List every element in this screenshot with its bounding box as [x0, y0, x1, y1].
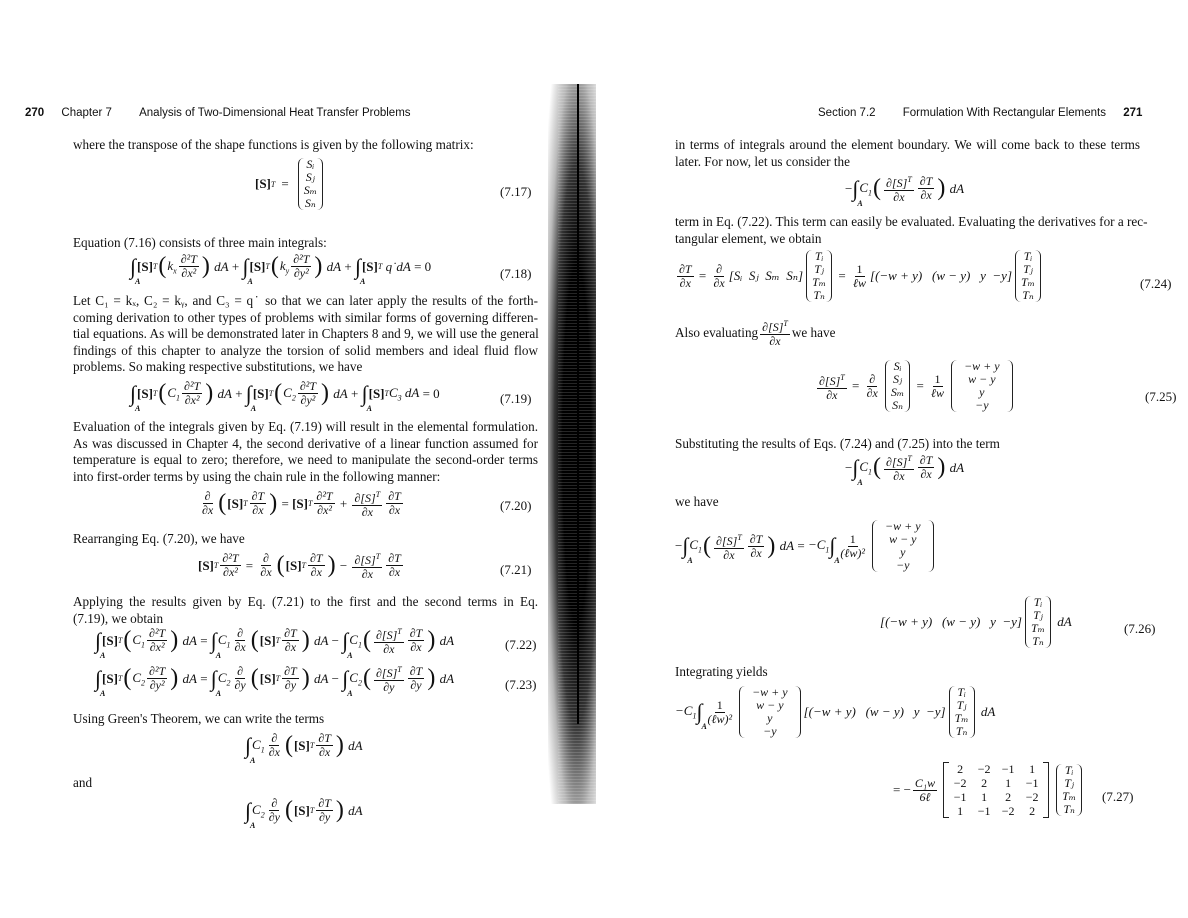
derivative-vector: −w + y w − y y −y — [739, 686, 801, 738]
equation-term-a: − ∫ A $C_1$ ( $\frac{\partial[S]^T}{\partial x}$ $\frac{\partial T}{\partial x}$ ) dA — [845, 174, 965, 208]
paragraph: Let C₁ = kₓ, C₂ = kᵧ, and C₃ = q˙ so that we can later apply the results of the forth- coming derivation to other types of problems with similar forms of governing differen- tial equations. As will be demonstrated later in Chapters 8 and 9, we will use the general findings of this chapter to analyze the torsion of solid members and ideal fluid flow problems. So making respective substitutions, we have — [73, 293, 539, 374]
page-number: 270 — [25, 107, 45, 119]
equation-number: (7.22) — [505, 637, 537, 652]
temperature-vector: Tᵢ Tⱼ Tₘ Tₙ — [806, 250, 832, 302]
paragraph: where the transpose of the shape functions is given by the following matrix: — [73, 137, 474, 152]
equation-number: (7.25) — [1145, 389, 1177, 404]
temperature-vector: Tᵢ Tⱼ Tₘ Tₙ — [1056, 764, 1082, 816]
page-number: 271 — [1123, 107, 1143, 119]
paragraph: Evaluation of the integrals given by Eq. (7.19) will result in the elemental formulation. As was discussed in Chapter 4, the second derivative of a linear function assumed for temperature is equal to zero; therefore, we need to manipulate the second-order terms into first-order terms by using the chain rule in the following manner: — [73, 419, 538, 484]
equation-number: (7.23) — [505, 677, 537, 692]
equation-7-26: − ∫ A $C_1$ ( $\frac{\partial[S]^T}{\partial x}$ $\frac{\partial T}{\partial x}$ ) dA = $-C_1$ ∫ A $\frac{1}{\text{(ℓw)²}}$ −w + y w − y y −y — [675, 520, 937, 572]
equation-7-23: ∫ A [S] T ( $C_2$ $\frac{\text{∂²T}}{\text{∂y²}}$ ) dA = ∫ A $C_2$ $\frac{\partial}{\partial y}$ ( [S] T $\frac{\partial T}{\partial y}$ ) dA − ∫ A $C_2$ ( $\frac{\partial[S]^T}{\partial y}$ $\frac{\partial T}{\partial y}$ ) dA — [95, 664, 455, 698]
derivative-vector: −w + y w − y y −y — [951, 360, 1013, 412]
equation-number: (7.24) — [1140, 276, 1172, 291]
section-label: Section 7.2 — [818, 107, 876, 119]
paragraph: Using Green's Theorem, we can write the terms — [73, 711, 325, 726]
chapter-label: Chapter 7 — [61, 107, 112, 119]
chapter-title: Analysis of Two-Dimensional Heat Transfer Problems — [139, 107, 411, 119]
equation-7-21: [S] T $\frac{\text{∂²T}}{\text{∂x²}}$ = $\frac{\partial}{\partial x}$ ( [S] T $\frac{\partial T}{\partial x}$ ) − $\frac{\partial[S]^T}{\partial x}$ $\frac{\partial T}{\partial x}$ — [198, 551, 401, 581]
equation-green-x: ∫ A $C_1$ $\frac{\partial}{\partial x}$ ( [S] T $\frac{\partial T}{\partial x}$ ) dA — [245, 731, 363, 765]
paragraph: Substituting the results of Eqs. (7.24) and (7.25) into the term — [675, 436, 1000, 451]
equation-7-26-cont: [(−w + y) (w − y) y −y] Tᵢ Tⱼ Tₘ Tₙ dA — [880, 595, 1072, 648]
equation-7-19: ∫ A [S] T ( $C_1$ $\frac{\text{∂²T}}{\text{∂x²}}$ ) dA + ∫ A [S] T ( $C_2$ $\frac{\text{∂²T}}{\text{∂y²}}$ ) dA + ∫ A [S] T $C_3$ dA = 0 — [130, 379, 440, 413]
paragraph: in terms of integrals around the element boundary. We will come back to these terms later. For now, let us consider the — [675, 137, 1140, 169]
running-head-right — [818, 107, 1142, 119]
paragraph: Applying the results given by Eq. (7.21) to the first and the second terms in Eq. (7.19), we obtain — [73, 594, 538, 626]
shape-vector: Sᵢ Sⱼ Sₘ Sₙ — [885, 360, 910, 412]
left-page — [0, 0, 548, 918]
equation-integration: $-C_1$ ∫ A $\frac{1}{\text{(ℓw)²}}$ −w + y w − y y −y [(−w + y) (w − y) y −y] Tᵢ Tⱼ Tₘ Tₙ dA — [675, 685, 996, 738]
equation-7-24: $\frac{\partial T}{\partial x}$ = $\frac{\partial}{\partial x}$ [Sᵢ Sⱼ Sₘ Sₙ] Tᵢ Tⱼ Tₘ Tₙ = $\frac{1}{\text{ℓw}}$ [(−w + y) (w − y) y −y] Tᵢ Tⱼ Tₘ Tₙ — [675, 250, 1044, 302]
paragraph: Rearranging Eq. (7.20), we have — [73, 531, 245, 546]
equation-number: (7.26) — [1124, 621, 1156, 636]
stiffness-matrix: 2 −2 −1 1 −2 2 1 −1 −1 1 2 −2 1 −1 −2 2 — [943, 762, 1049, 818]
paragraph: Equation (7.16) consists of three main integrals: — [73, 235, 327, 250]
equation-number: (7.18) — [500, 266, 532, 281]
paragraph: Also evaluating $\frac{\partial[S]^T}{\partial x}$ we have — [675, 319, 836, 348]
temperature-vector: Tᵢ Tⱼ Tₘ Tₙ — [1015, 250, 1041, 302]
equation-number: (7.20) — [500, 498, 532, 513]
spine-line — [577, 84, 579, 724]
equation-7-20: $\frac{\partial}{\partial x}$ ( [S] T $\frac{\partial T}{\partial x}$ ) = [S] T $\frac{\text{∂²T}}{\text{∂x²}}$ + $\frac{\partial[S]^T}{\partial x}$ $\frac{\partial T}{\partial x}$ — [202, 489, 401, 519]
equation-7-17: [S] T = Sᵢ Sⱼ Sₘ Sₙ — [255, 158, 326, 210]
equation-number: (7.27) — [1102, 789, 1134, 804]
equation-number: (7.19) — [500, 391, 532, 406]
running-head-left — [25, 107, 411, 119]
equation-green-y: ∫ A $C_2$ $\frac{\partial}{\partial y}$ ( [S] T $\frac{\partial T}{\partial y}$ ) dA — [245, 796, 363, 830]
temperature-vector: Tᵢ Tⱼ Tₘ Tₙ — [1025, 596, 1051, 648]
paragraph: Integrating yields — [675, 664, 768, 679]
equation-7-22: ∫ A [S] T ( $C_1$ $\frac{\text{∂²T}}{\text{∂x²}}$ ) dA = ∫ A $C_1$ $\frac{\partial}{\partial x}$ ( [S] T $\frac{\partial T}{\partial x}$ ) dA − ∫ A $C_1$ ( $\frac{\partial[S]^T}{\partial x}$ $\frac{\partial T}{\partial x}$ ) dA — [95, 626, 455, 660]
equation-term-a-repeat: − ∫ A $C_1$ ( $\frac{\partial[S]^T}{\partial x}$ $\frac{\partial T}{\partial x}$ ) dA — [845, 453, 965, 487]
right-page — [610, 0, 1188, 918]
section-title: Formulation With Rectangular Elements — [902, 107, 1106, 119]
equation-7-27: = − $\frac{\text{C₁w}}{\text{6ℓ}}$ 2 −2 −1 1 −2 2 1 −1 −1 1 2 −2 1 −1 −2 2 Tᵢ Tⱼ Tₘ Tₙ — [893, 762, 1085, 818]
paragraph: term in Eq. (7.22). This term can easily be evaluated. Evaluating the derivatives for a rec- tangular element, we obtain — [675, 214, 1148, 246]
temperature-vector: Tᵢ Tⱼ Tₘ Tₙ — [949, 686, 975, 738]
shape-vector: Sᵢ Sⱼ Sₘ Sₙ — [298, 158, 323, 210]
equation-number: (7.17) — [500, 184, 532, 199]
equation-7-18: ∫ A [S] T ( $k_x$ $\frac{\text{∂²T}}{\text{∂x²}}$ ) dA + ∫ A [S] T ( $k_y$ $\frac{\text{∂²T}}{\text{∂y²}}$ ) dA + ∫ A [S] T q˙dA = 0 — [130, 252, 432, 286]
paragraph: we have — [675, 494, 719, 509]
paragraph: and — [73, 775, 93, 790]
derivative-vector: −w + y w − y y −y — [872, 520, 934, 572]
equation-7-25: $\frac{\partial[S]^T}{\partial x}$ = $\frac{\partial}{\partial x}$ Sᵢ Sⱼ Sₘ Sₙ = $\frac{1}{\text{ℓw}}$ −w + y w − y y −y — [815, 360, 1016, 412]
equation-number: (7.21) — [500, 562, 532, 577]
book-spine-shadow — [548, 84, 608, 804]
